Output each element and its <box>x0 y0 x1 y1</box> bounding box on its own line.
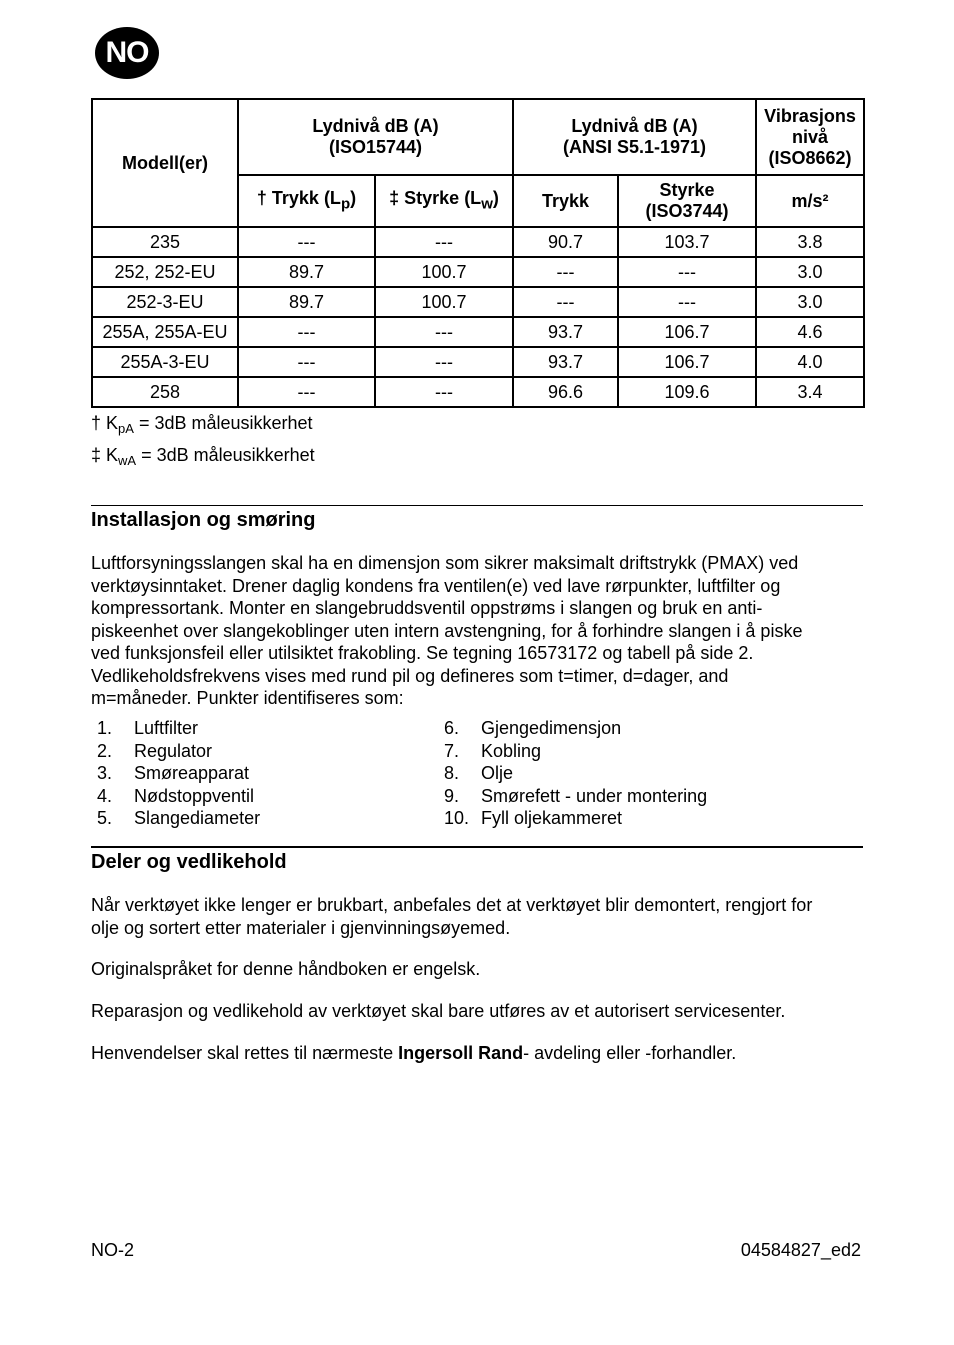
disposal-paragraph: Når verktøyet ikke lenger er brukbart, anbefales det at verktøyet blir demontert, rengjort for olje og sortert etter materialer i gjenvinningsøyemed. <box>91 895 813 938</box>
list-item: 1. Luftfilter <box>97 718 199 738</box>
cell-vibration: 3.8 <box>756 227 864 257</box>
cell-vibration: 4.6 <box>756 317 864 347</box>
list-item: 5. Slangediameter <box>97 808 261 828</box>
language-paragraph: Originalspråket for denne håndboken er engelsk. <box>91 959 481 979</box>
header-ms2: m/s² <box>756 175 864 227</box>
cell-trykk-lp: 89.7 <box>238 287 375 317</box>
cell-model: 252, 252-EU <box>92 257 238 287</box>
list-item: 3. Smøreapparat <box>97 763 250 783</box>
language-badge: NO <box>95 27 159 79</box>
section-title-parts: Deler og vedlikehold <box>91 851 287 873</box>
cell-trykk-lp: --- <box>238 377 375 407</box>
cell-trykk: 93.7 <box>513 347 618 377</box>
table-row <box>92 347 864 377</box>
cell-trykk: 90.7 <box>513 227 618 257</box>
list-item: 9. Smørefett - under montering <box>444 785 708 806</box>
document-code: 04584827_ed2 <box>740 1240 861 1260</box>
table-row <box>92 257 864 287</box>
installation-paragraph: Luftforsyningsslangen skal ha en dimensjon som sikrer maksimalt driftstrykk (PMAX) ved verktøysinntaket. Drener daglig kondens fra ventilen(e) ved lave rørpunkter, luftfilter og kompressortank. Monter en slangebruddsventil oppstrøms i slangen og bruk en anti- piskeenhet over slangekoblinger uten intern avstengning, for å forhindre slangen i å piske ved funksjonsfeil eller utilsiktet frakobling. Se tegning 16573172 og tabell på side 2. Vedlikeholdsfrekvens vises med rund pil og defineres som t=timer, d=dager, and m=måneder. Punkter identifiseres som: <box>91 553 803 708</box>
cell-trykk-lp: --- <box>238 317 375 347</box>
cell-styrke-lw: --- <box>375 347 513 377</box>
cell-trykk: --- <box>513 287 618 317</box>
header-ansi: Lydnivå dB (A) (ANSI S5.1-1971) <box>513 99 756 175</box>
brand-name: Ingersoll Rand <box>398 1043 524 1063</box>
cell-model: 235 <box>92 227 238 257</box>
cell-styrke: --- <box>618 257 756 287</box>
cell-trykk: 96.6 <box>513 377 618 407</box>
section-divider <box>91 505 863 506</box>
points-list-right <box>444 717 707 830</box>
table-row <box>92 377 864 407</box>
list-item: 2. Regulator <box>97 740 213 761</box>
section-divider <box>91 846 863 848</box>
footnote-kpa: † $K_{pA} = 3dB$ måleusikkerhet <box>91 413 313 436</box>
cell-model: 252-3-EU <box>92 287 238 317</box>
page-number: NO-2 <box>91 1240 135 1260</box>
points-list-left <box>97 717 260 830</box>
cell-styrke: --- <box>618 287 756 317</box>
section-title-installation: Installasjon og smøring <box>91 509 316 531</box>
cell-styrke-lw: 100.7 <box>375 257 513 287</box>
cell-trykk: --- <box>513 257 618 287</box>
cell-styrke: 103.7 <box>618 227 756 257</box>
cell-model: 255A-3-EU <box>92 347 238 377</box>
header-trykk-lp: † Trykk $(L_p)$ <box>238 175 375 227</box>
cell-trykk-lp: 89.7 <box>238 257 375 287</box>
cell-trykk-lp: --- <box>238 347 375 377</box>
cell-styrke-lw: --- <box>375 317 513 347</box>
cell-trykk-lp: --- <box>238 227 375 257</box>
cell-vibration: 4.0 <box>756 347 864 377</box>
cell-vibration: 3.4 <box>756 377 864 407</box>
list-item: 4. Nødstoppventil <box>97 785 255 806</box>
cell-vibration: 3.0 <box>756 287 864 317</box>
table-row <box>92 287 864 317</box>
list-item: 10. Fyll oljekammeret <box>444 808 623 828</box>
cell-vibration: 3.0 <box>756 257 864 287</box>
header-iso15744: Lydnivå dB (A) (ISO15744) <box>238 99 513 175</box>
cell-model: 258 <box>92 377 238 407</box>
contact-paragraph: Henvendelser skal rettes til nærmeste Ingersoll Rand- avdeling eller -forhandler. <box>91 1043 737 1063</box>
cell-styrke-lw: --- <box>375 377 513 407</box>
cell-styrke-lw: 100.7 <box>375 287 513 317</box>
cell-styrke: 106.7 <box>618 347 756 377</box>
noise-vibration-table <box>91 98 865 408</box>
table-row <box>92 227 864 257</box>
cell-styrke: 109.6 <box>618 377 756 407</box>
header-model: Modell(er) <box>92 99 238 227</box>
header-styrke-lw: ‡ Styrke $(L_w)$ <box>375 175 513 227</box>
cell-model: 255A, 255A-EU <box>92 317 238 347</box>
cell-trykk: 93.7 <box>513 317 618 347</box>
list-item: 8. Olje <box>444 763 514 783</box>
header-trykk: Trykk <box>513 175 618 227</box>
service-paragraph: Reparasjon og vedlikehold av verktøyet skal bare utføres av et autorisert servicesenter. <box>91 1001 786 1021</box>
cell-styrke-lw: --- <box>375 227 513 257</box>
header-vibration: Vibrasjons nivå (ISO8662) <box>756 99 864 175</box>
table-row <box>92 317 864 347</box>
footnote-kwa: ‡ $K_{wA} = 3dB$ måleusikkerhet <box>91 445 315 468</box>
list-item: 7. Kobling <box>444 740 542 761</box>
cell-styrke: 106.7 <box>618 317 756 347</box>
table-footnotes <box>91 410 315 474</box>
header-styrke-iso3744: Styrke (ISO3744) <box>618 175 756 227</box>
list-item: 6. Gjengedimensjon <box>444 718 622 738</box>
